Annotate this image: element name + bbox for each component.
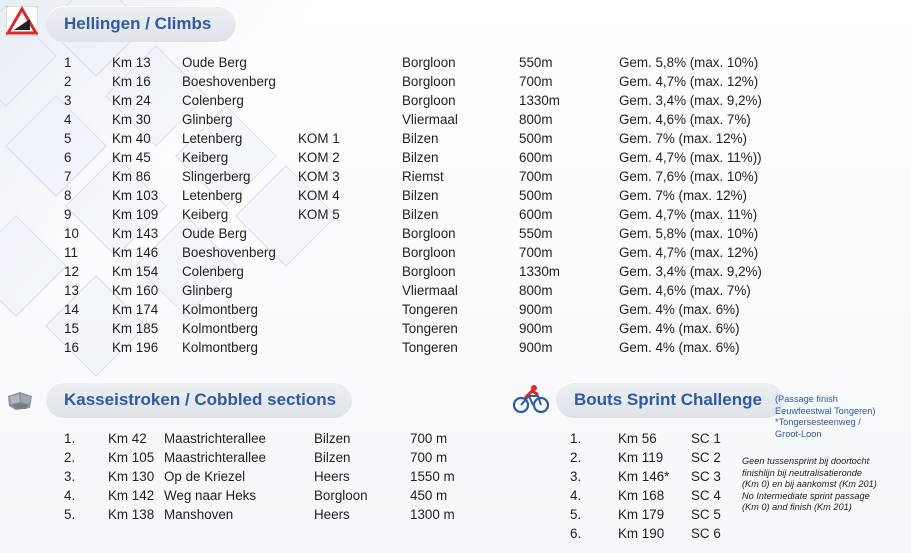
table-row — [64, 262, 824, 281]
cell-name: Letenberg — [182, 188, 243, 203]
table-row — [64, 72, 824, 91]
cell-name: Kolmontberg — [182, 321, 258, 336]
cell-n: 2 — [64, 74, 72, 89]
cell-km: Km 196 — [112, 340, 159, 355]
cell-n: 11 — [64, 245, 78, 260]
cell-name: Kolmontberg — [182, 302, 258, 317]
cell-name: Weg naar Heks — [164, 488, 257, 503]
cell-km: Km 146 — [112, 245, 159, 260]
cell-place: Bilzen — [314, 450, 351, 465]
cell-kom: KOM 2 — [298, 150, 340, 165]
cell-n: 3 — [64, 93, 72, 108]
cell-km: Km 56 — [618, 431, 657, 446]
cell-grad: Gem. 5,8% (max. 10%) — [619, 55, 759, 70]
cell-name: Glinberg — [182, 112, 233, 127]
cell-name: Keiberg — [182, 150, 229, 165]
cell-n: 15 — [64, 321, 79, 336]
cell-n: 3. — [64, 469, 76, 484]
cell-sc: SC 5 — [691, 507, 721, 522]
sprint-title-text: Bouts Sprint Challenge — [574, 390, 762, 409]
cell-kom: KOM 1 — [298, 131, 340, 146]
cell-name: Colenberg — [182, 264, 244, 279]
cell-km: Km 103 — [112, 188, 159, 203]
climbs-section-title — [46, 6, 236, 42]
cell-grad: Gem. 3,4% (max. 9,2%) — [619, 264, 762, 279]
cell-len: 800m — [519, 283, 553, 298]
table-row — [64, 338, 824, 357]
cell-name: Maastrichterallee — [164, 450, 266, 465]
cell-grad: Gem. 4,7% (max. 12%) — [619, 245, 759, 260]
cobbles-title-text: Kasseistroken / Cobbled sections — [64, 390, 337, 409]
cell-km: Km 16 — [112, 74, 151, 89]
cell-name: Maastrichterallee — [164, 431, 266, 446]
cell-len: 700m — [519, 245, 553, 260]
cell-n: 5 — [64, 131, 72, 146]
cell-n: 3. — [570, 469, 582, 484]
cell-kom: KOM 3 — [298, 169, 340, 184]
table-row — [64, 300, 824, 319]
climb-warning-sign-icon — [6, 6, 38, 41]
cell-km: Km 24 — [112, 93, 151, 108]
cell-km: Km 174 — [112, 302, 159, 317]
cell-n: 7 — [64, 169, 72, 184]
table-row — [64, 53, 824, 72]
cell-n: 6 — [64, 150, 72, 165]
cell-km: Km 143 — [112, 226, 159, 241]
table-row — [64, 110, 824, 129]
table-row — [64, 186, 824, 205]
cell-name: Manshoven — [164, 507, 234, 522]
cell-place: Bilzen — [314, 431, 351, 446]
cell-name: Kolmontberg — [182, 340, 258, 355]
cell-km: Km 109 — [112, 207, 159, 222]
table-row — [64, 467, 484, 486]
table-row — [64, 91, 824, 110]
table-row — [64, 243, 824, 262]
table-row — [64, 505, 484, 524]
cell-n: 8 — [64, 188, 72, 203]
cell-place: Borgloon — [402, 55, 456, 70]
cell-place: Heers — [314, 469, 350, 484]
cell-name: Oude Berg — [182, 226, 247, 241]
cell-km: Km 138 — [108, 507, 155, 522]
note-black-line: (Km 0) and finish (Km 201) — [742, 502, 852, 512]
cell-name: Op de Kriezel — [164, 469, 246, 484]
climbs-table — [64, 53, 824, 357]
cell-grad: Gem. 3,4% (max. 9,2%) — [619, 93, 762, 108]
cell-km: Km 179 — [618, 507, 665, 522]
cobblestone-icon — [6, 388, 36, 417]
cell-km: Km 40 — [112, 131, 151, 146]
cell-km: Km 142 — [108, 488, 155, 503]
cell-place: Bilzen — [402, 207, 439, 222]
cell-name: Oude Berg — [182, 55, 247, 70]
cell-place: Tongeren — [402, 321, 458, 336]
cell-km: Km 86 — [112, 169, 151, 184]
cell-place: Tongeren — [402, 340, 458, 355]
cell-grad: Gem. 4,6% (max. 7%) — [619, 283, 751, 298]
cell-km: Km 154 — [112, 264, 159, 279]
cell-km: Km 45 — [112, 150, 151, 165]
cell-len: 550m — [519, 226, 553, 241]
cell-len: 700 m — [410, 431, 448, 446]
cobbles-table — [64, 429, 484, 524]
cell-km: Km 30 — [112, 112, 151, 127]
cell-km: Km 130 — [108, 469, 155, 484]
cell-km: Km 119 — [618, 450, 664, 465]
cobbles-section-title — [46, 382, 352, 418]
cell-km: Km 42 — [108, 431, 147, 446]
table-row — [64, 224, 824, 243]
cell-len: 900m — [519, 340, 553, 355]
cell-place: Borgloon — [402, 264, 456, 279]
cell-len: 550m — [519, 55, 553, 70]
cell-len: 900m — [519, 302, 553, 317]
table-row — [570, 429, 740, 448]
cell-place: Tongeren — [402, 302, 458, 317]
cell-n: 14 — [64, 302, 79, 317]
cell-kom: KOM 4 — [298, 188, 340, 203]
cell-place: Borgloon — [402, 226, 456, 241]
climbs-title-text: Hellingen / Climbs — [64, 14, 212, 33]
cell-place: Bilzen — [402, 150, 439, 165]
cell-n: 2. — [570, 450, 582, 465]
cell-place: Vliermaal — [402, 112, 458, 127]
note-blue-line: (Passage finish — [775, 394, 838, 404]
table-row — [570, 467, 740, 486]
cell-len: 800m — [519, 112, 553, 127]
cell-grad: Gem. 4% (max. 6%) — [619, 340, 740, 355]
cell-name: Boeshovenberg — [182, 245, 276, 260]
table-row — [64, 429, 484, 448]
cell-km: Km 160 — [112, 283, 159, 298]
cell-place: Borgloon — [402, 93, 456, 108]
cell-sc: SC 2 — [691, 450, 721, 465]
note-black-line: (Km 0) en bij aankomst (Km 201) — [742, 479, 877, 489]
table-row — [570, 524, 740, 543]
table-row — [64, 148, 824, 167]
cell-grad: Gem. 4% (max. 6%) — [619, 302, 740, 317]
cell-len: 900m — [519, 321, 553, 336]
cell-name: Keiberg — [182, 207, 229, 222]
sprint-note-blue — [775, 394, 875, 440]
cell-len: 700m — [519, 74, 553, 89]
cell-len: 700m — [519, 169, 553, 184]
cell-grad: Gem. 4,7% (max. 12%) — [619, 74, 759, 89]
cell-len: 600m — [519, 150, 553, 165]
cell-place: Borgloon — [314, 488, 368, 503]
cell-grad: Gem. 7,6% (max. 10%) — [619, 169, 759, 184]
cell-n: 1. — [64, 431, 76, 446]
table-row — [64, 319, 824, 338]
cell-n: 13 — [64, 283, 79, 298]
cell-n: 10 — [64, 226, 79, 241]
cell-n: 4 — [64, 112, 72, 127]
cell-len: 500m — [519, 188, 553, 203]
cell-sc: SC 6 — [691, 526, 721, 541]
cell-n: 4. — [570, 488, 582, 503]
note-blue-line: Eeuwfeestwal Tongeren) — [775, 405, 876, 416]
cell-n: 16 — [64, 340, 79, 355]
cell-name: Slingerberg — [182, 169, 251, 184]
cell-len: 1300 m — [410, 507, 455, 522]
cell-place: Riemst — [402, 169, 444, 184]
cell-n: 2. — [64, 450, 76, 465]
cell-len: 1550 m — [410, 469, 455, 484]
cell-name: Boeshovenberg — [182, 74, 276, 89]
sprint-section-title — [556, 382, 784, 418]
cell-place: Vliermaal — [402, 283, 458, 298]
sprint-table — [570, 429, 740, 543]
cell-name: Glinberg — [182, 283, 233, 298]
cell-grad: Gem. 4,6% (max. 7%) — [619, 112, 751, 127]
cell-name: Letenberg — [182, 131, 243, 146]
cell-grad: Gem. 4% (max. 6%) — [619, 321, 740, 336]
cell-grad: Gem. 4,7% (max. 11%)) — [619, 150, 762, 165]
cell-n: 5. — [64, 507, 76, 522]
note-black-line: finishlijn bij neutralisatieronde — [742, 467, 863, 478]
cell-grad: Gem. 7% (max. 12%) — [619, 131, 747, 146]
note-black-line: No Intermediate sprint passage — [742, 490, 870, 501]
cell-sc: SC 1 — [691, 431, 721, 446]
cell-place: Bilzen — [402, 188, 439, 203]
cell-sc: SC 3 — [691, 469, 721, 484]
note-black-line: Geen tussensprint bij doortocht — [742, 456, 870, 466]
cell-len: 700 m — [410, 450, 448, 465]
note-blue-line: Groot-Loon — [775, 428, 822, 439]
cell-len: 1330m — [519, 93, 560, 108]
cell-km: Km 185 — [112, 321, 159, 336]
cell-km: Km 13 — [112, 55, 151, 70]
cell-len: 1330m — [519, 264, 560, 279]
cell-n: 4. — [64, 488, 76, 503]
table-row — [64, 486, 484, 505]
cell-place: Borgloon — [402, 245, 456, 260]
cell-place: Borgloon — [402, 74, 456, 89]
table-row — [570, 505, 740, 524]
cyclist-icon — [512, 384, 550, 419]
table-row — [64, 167, 824, 186]
cell-grad: Gem. 4,7% (max. 11%) — [619, 207, 758, 222]
cell-len: 500m — [519, 131, 553, 146]
cell-place: Bilzen — [402, 131, 439, 146]
table-row — [570, 448, 740, 467]
cell-n: 5. — [570, 507, 582, 522]
cell-name: Colenberg — [182, 93, 244, 108]
cell-place: Heers — [314, 507, 350, 522]
table-row — [64, 205, 824, 224]
table-row — [64, 448, 484, 467]
cell-km: Km 190 — [618, 526, 665, 541]
table-row — [570, 486, 740, 505]
cell-n: 12 — [64, 264, 79, 279]
cell-sc: SC 4 — [691, 488, 721, 503]
cell-km: Km 146* — [618, 469, 670, 484]
sprint-note-black — [742, 456, 877, 514]
cell-km: Km 105 — [108, 450, 155, 465]
cell-n: 1. — [570, 431, 582, 446]
cell-n: 1 — [64, 55, 72, 70]
table-row — [64, 129, 824, 148]
cell-len: 450 m — [410, 488, 448, 503]
cell-kom: KOM 5 — [298, 207, 340, 222]
cell-n: 6. — [570, 526, 582, 541]
cell-grad: Gem. 7% (max. 12%) — [619, 188, 747, 203]
cell-km: Km 168 — [618, 488, 665, 503]
cell-len: 600m — [519, 207, 553, 222]
note-blue-line: *Tongersesteenweg / — [775, 417, 861, 427]
table-row — [64, 281, 824, 300]
cell-grad: Gem. 5,8% (max. 10%) — [619, 226, 759, 241]
cell-n: 9 — [64, 207, 72, 222]
